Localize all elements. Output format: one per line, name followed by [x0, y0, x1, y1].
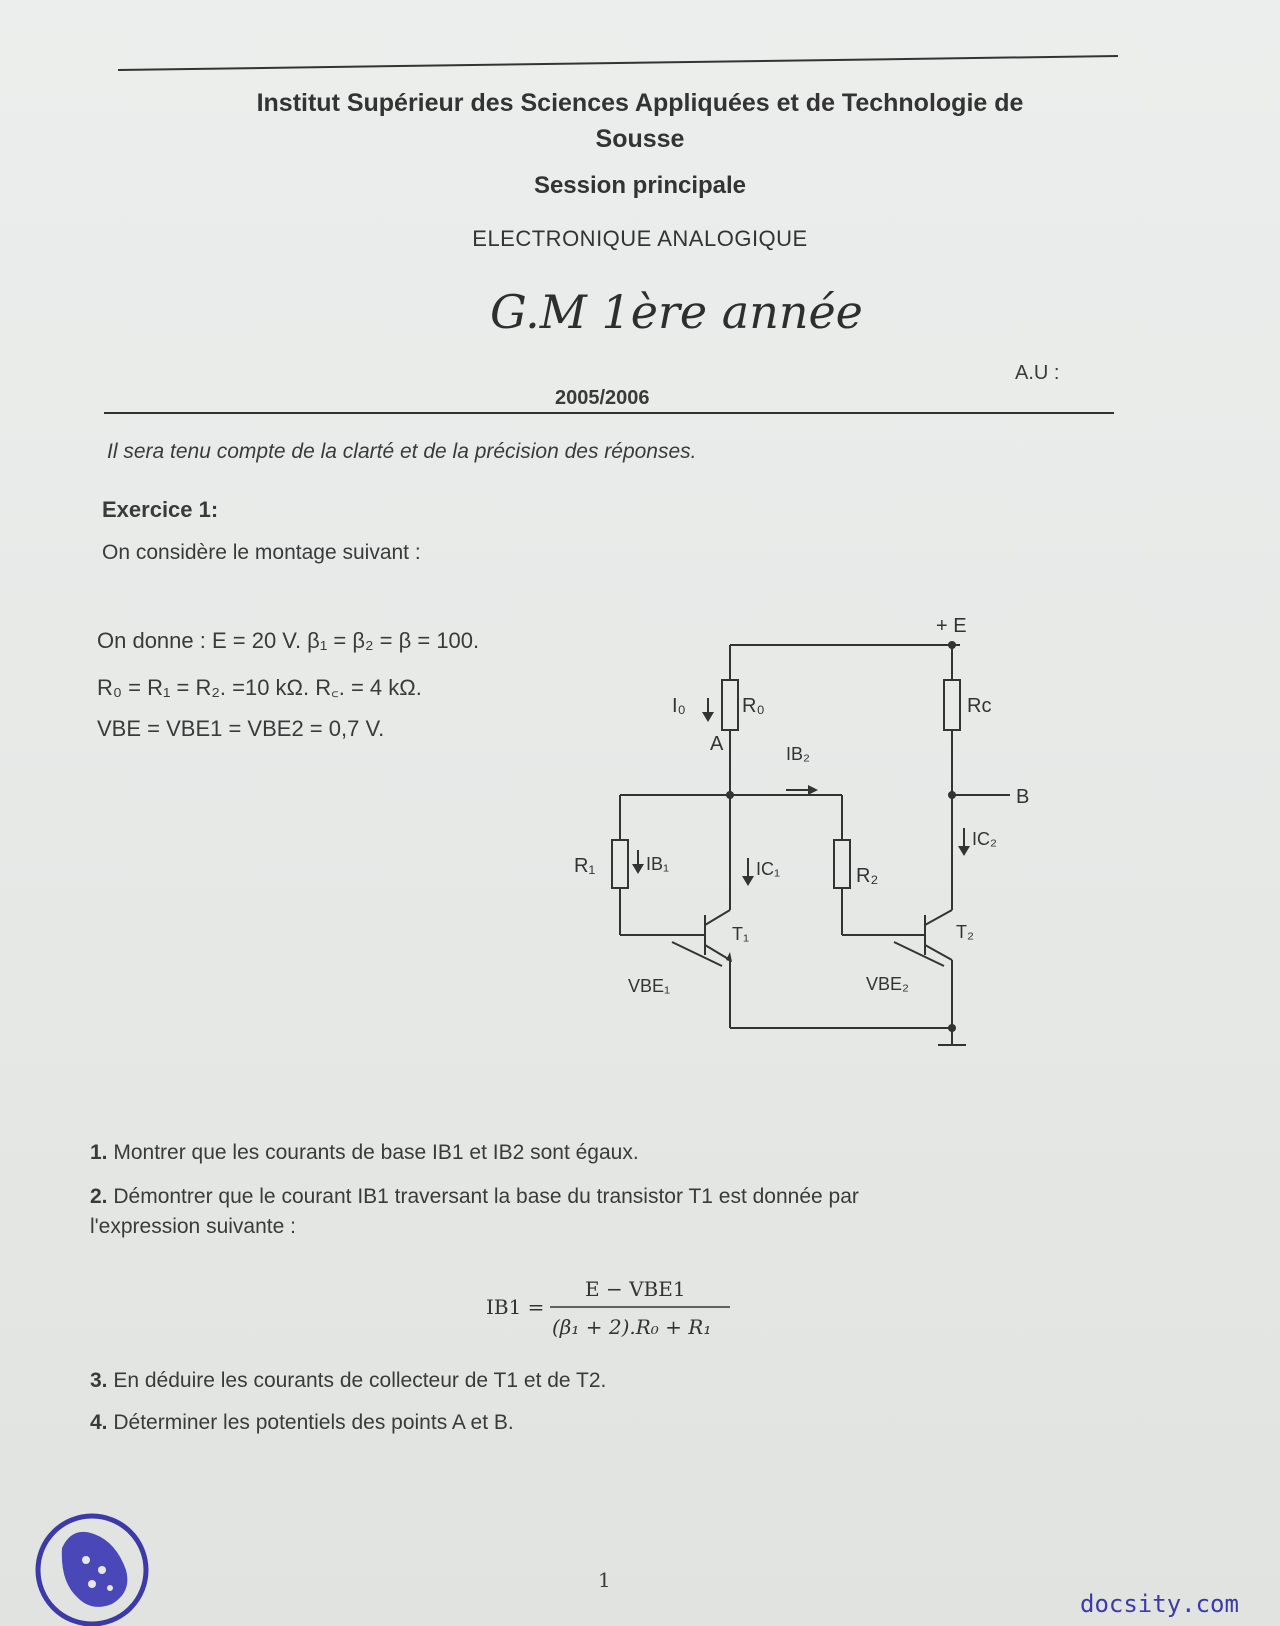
- question-2-text-cont: l'expression suivante :: [90, 1215, 296, 1238]
- circuit-diagram: [560, 600, 1120, 1070]
- label-r0: R₀: [742, 695, 765, 717]
- question-4: [90, 1408, 1090, 1438]
- institute-name: [0, 85, 1280, 157]
- label-i0: I₀: [672, 695, 686, 717]
- question-2: [90, 1182, 1090, 1242]
- given-values-3: VBE = VBE1 = VBE2 = 0,7 V.: [97, 716, 385, 741]
- question-1: [90, 1138, 1090, 1168]
- question-3-number: 3.: [90, 1369, 108, 1392]
- label-ib1: IB₁: [646, 854, 670, 874]
- label-t2: T₂: [956, 922, 974, 942]
- academic-year-label: A.U :: [1015, 362, 1060, 384]
- label-rc: Rc: [967, 695, 992, 717]
- question-4-text: Déterminer les potentiels des points A et B.: [113, 1411, 514, 1434]
- question-1-number: 1.: [90, 1141, 108, 1164]
- top-rule: [118, 55, 1118, 71]
- label-plus-e: + E: [936, 615, 967, 637]
- svg-text:(β₁ + 2).R₀ + R₁: (β₁ + 2).R₀ + R₁: [552, 1315, 712, 1339]
- exercise-intro: On considère le montage suivant :: [102, 541, 421, 564]
- label-vbe1: VBE₁: [628, 976, 671, 996]
- question-1-text: Montrer que les courants de base IB1 et IB2 sont égaux.: [113, 1141, 639, 1164]
- label-t1: T₁: [732, 924, 750, 944]
- svg-text:E − VBE1: E − VBE1: [585, 1277, 686, 1301]
- label-node-a: A: [710, 733, 724, 755]
- label-node-b: B: [1016, 786, 1030, 808]
- docsity-watermark[interactable]: docsity.com: [1080, 1590, 1239, 1618]
- instruction-note: Il sera tenu compte de la clarté et de la précision des réponses.: [107, 440, 697, 463]
- institute-line-1: Institut Supérieur des Sciences Appliquées et de Technologie de: [256, 89, 1024, 117]
- docsity-logo-icon: [32, 1508, 152, 1626]
- exercise-title: Exercice 1:: [102, 497, 219, 522]
- question-2-text: Démontrer que le courant IB1 traversant la base du transistor T1 est donnée par: [113, 1185, 859, 1208]
- academic-year: 2005/2006: [555, 387, 650, 409]
- formula-ib1: [480, 1268, 740, 1348]
- label-ic1: IC₁: [756, 859, 781, 879]
- given-values-1: On donne : E = 20 V. β₁ = β₂ = β = 100.: [97, 628, 480, 653]
- question-3: [90, 1366, 1090, 1396]
- session-title: Session principale: [533, 172, 747, 199]
- question-3-text: En déduire les courants de collecteur de T1 et de T2.: [113, 1369, 607, 1392]
- label-r2: R₂: [856, 865, 879, 887]
- resistor-r0: [722, 680, 738, 730]
- label-ib2: IB₂: [786, 744, 810, 764]
- page-number: 1: [598, 1568, 611, 1592]
- given-values-2: R₀ = R₁ = R₂. =10 kΩ. R꜀. = 4 kΩ.: [97, 675, 422, 700]
- question-2-number: 2.: [90, 1185, 108, 1208]
- label-vbe2: VBE₂: [866, 974, 910, 994]
- question-4-number: 4.: [90, 1411, 108, 1434]
- course-title: ELECTRONIQUE ANALOGIQUE: [472, 226, 808, 251]
- svg-text:G.M 1ère année: G.M 1ère année: [490, 285, 863, 339]
- svg-text:IB1 =: IB1 =: [486, 1295, 545, 1319]
- label-r1: R₁: [574, 855, 596, 877]
- header-bottom-rule: [104, 412, 1114, 414]
- institute-line-2: Sousse: [595, 125, 685, 153]
- label-ic2: IC₂: [972, 829, 997, 849]
- handwritten-class: [490, 270, 910, 350]
